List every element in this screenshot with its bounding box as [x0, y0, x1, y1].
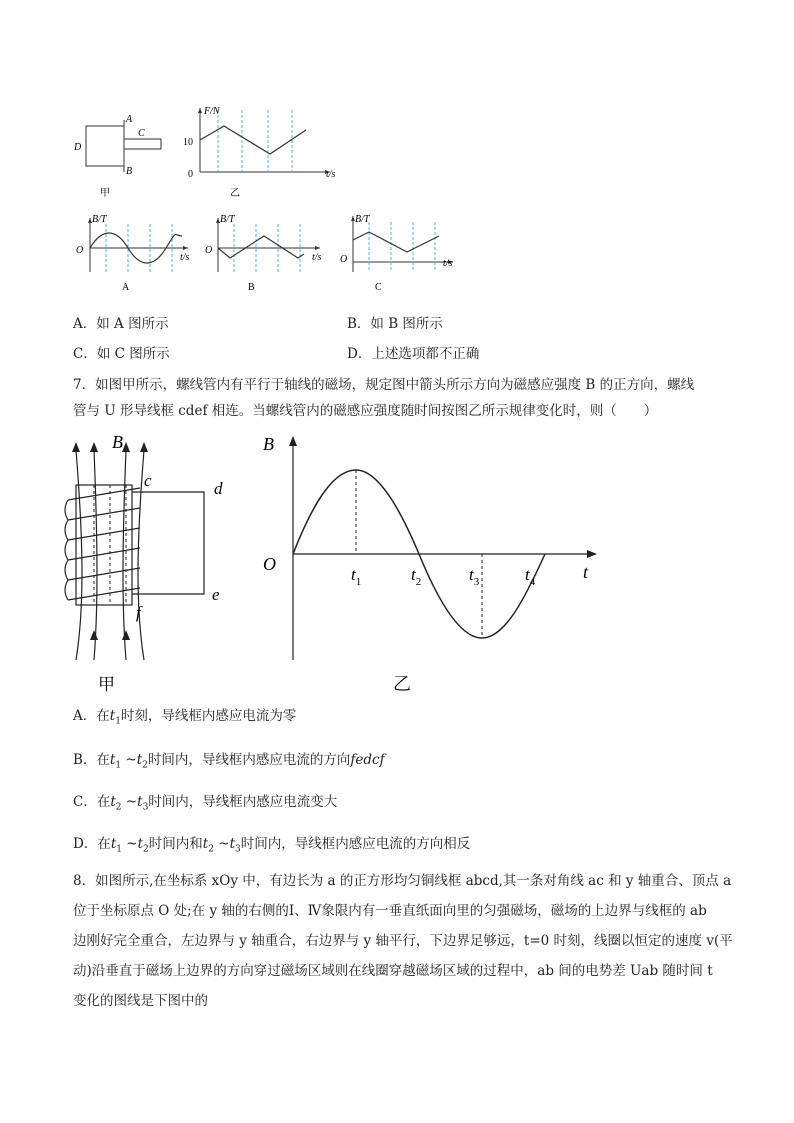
- caption-yi: 乙: [393, 674, 411, 694]
- q7-b-s1: t: [109, 752, 116, 768]
- a-ylabel: B/T: [92, 214, 107, 225]
- q7-d-tilde: ~: [122, 836, 138, 852]
- q7-stem: [73, 370, 733, 426]
- c-caption: C: [375, 282, 382, 293]
- label-B: B: [126, 166, 133, 177]
- y-axis-label: F/N: [204, 106, 220, 117]
- q7-option-c[interactable]: [73, 792, 337, 815]
- origin-label: 0: [188, 169, 193, 180]
- option-graph-b: [200, 212, 335, 294]
- q7-b-dir: fedcf: [350, 752, 385, 768]
- q8-line-1: 8．如图所示,在坐标系 xOy 中，有边长为 a 的正方形均匀铜线框 abcd,其一条对角线 ac 和 y 轴重合、顶点 a: [73, 873, 732, 889]
- q7-d-s3: t: [202, 836, 209, 852]
- q7-b-n1: 1: [115, 760, 122, 771]
- q8-line-4: 动)沿垂直于磁场上边界的方向穿过磁场区域则在线圈穿越磁场区域的过程中，ab 间的电势差 Uab 随时间 t: [73, 963, 713, 979]
- a-caption: A: [122, 282, 130, 293]
- q7-d-n3: 2: [208, 844, 214, 855]
- label-A: A: [126, 114, 133, 125]
- label-f: f: [136, 603, 141, 622]
- q7-b-pre: B．在: [73, 752, 110, 768]
- q7-d-s1: t: [110, 836, 117, 852]
- q7-option-d[interactable]: [73, 834, 470, 857]
- tick-t1: $t_1$: [351, 565, 362, 588]
- q7-line-2: 管与 U 形导线框 cdef 相连。当螺线管内的磁感应强度随时间按图乙所示规律变化时，则（ ）: [73, 403, 658, 419]
- b-ylabel: B/T: [220, 214, 235, 225]
- q7-c-tilde: ~: [121, 794, 138, 810]
- c-xlabel: t/s: [443, 258, 453, 269]
- q6-option-b-text: 如 B 图所示: [370, 316, 443, 332]
- q7-option-b[interactable]: [73, 750, 385, 773]
- q7-c-post: 时间内，导线框内感应电流变大: [148, 794, 338, 810]
- q6-option-d[interactable]: [347, 342, 479, 362]
- q6-option-c-letter: C．: [73, 346, 97, 362]
- q6-option-c[interactable]: [73, 342, 170, 362]
- q7-d-n2: 2: [143, 844, 149, 855]
- q7-d-n1: 1: [116, 844, 122, 855]
- q8-line-5: 变化的图线是下图中的: [73, 993, 208, 1009]
- label-C: C: [138, 128, 145, 139]
- tick-t2: $t_2$: [411, 565, 422, 588]
- q6-option-d-letter: D．: [347, 346, 372, 362]
- q6-option-b-letter: B．: [347, 316, 371, 332]
- q7-b-tilde: ~: [121, 752, 137, 768]
- q7-line-1: 7．如图甲所示，螺线管内有平行于轴线的磁场，规定图中箭头所示方向为磁感应强度 B 的正方向，螺线: [73, 377, 695, 393]
- q7-a-sym: t: [109, 708, 116, 724]
- tick-t3: $t_3$: [469, 565, 480, 588]
- q7-b-post: 时间内，导线框内感应电流的方向: [147, 752, 351, 768]
- q7-c-pre: C．在: [73, 794, 111, 810]
- q6-option-a[interactable]: [73, 312, 169, 332]
- x-axis-label: t/s: [326, 169, 336, 180]
- q7-c-s2: t: [137, 794, 143, 810]
- label-c: c: [144, 471, 152, 490]
- q6-option-a-letter: A．: [73, 316, 97, 332]
- figure-jia-top: [70, 108, 180, 203]
- q7-figure-yi: [255, 428, 615, 698]
- q6-option-a-text: 如 A 图所示: [96, 316, 169, 332]
- option-graph-c: [335, 210, 465, 294]
- q7-d-pre: D．在: [73, 836, 111, 852]
- q7-figure-jia: [64, 430, 244, 700]
- q6-option-b[interactable]: [347, 312, 443, 332]
- label-d: d: [214, 479, 223, 498]
- q7-a-post: 时刻，导线框内感应电流为零: [120, 708, 297, 724]
- option-graph-a: [70, 212, 200, 294]
- y-tick-10: 10: [183, 137, 193, 148]
- b-caption: B: [248, 282, 255, 293]
- a-origin: O: [76, 245, 84, 256]
- q6-option-c-text: 如 C 图所示: [96, 346, 170, 362]
- origin-O: O: [263, 554, 276, 574]
- q8-stem: [73, 866, 733, 1016]
- label-e: e: [212, 585, 220, 604]
- q7-a-pre: A．在: [73, 708, 110, 724]
- c-origin: O: [340, 254, 348, 265]
- q7-d-post: 时间内，导线框内感应电流的方向相反: [240, 836, 471, 852]
- q8-line-3: 边刚好完全重合，左边界与 y 轴重合，右边界与 y 轴平行，下边界足够远，t=0 时刻，线圈以恒定的速度 v(平: [73, 933, 733, 949]
- caption-yi: 乙: [230, 188, 240, 199]
- label-D: D: [74, 142, 82, 153]
- q7-c-s1: t: [110, 794, 116, 810]
- b-origin: O: [205, 245, 213, 256]
- q7-d-tilde2: ~: [213, 836, 230, 852]
- q7-d-s4: t: [229, 836, 235, 852]
- q7-d-n4: 3: [235, 844, 241, 855]
- q7-a-sub: 1: [115, 716, 121, 727]
- tick-t4: $t_4$: [525, 565, 536, 588]
- a-xlabel: t/s: [180, 252, 190, 263]
- q7-c-n1: 2: [115, 802, 122, 813]
- q7-b-s2: t: [136, 752, 143, 768]
- caption-jia: 甲: [98, 675, 115, 694]
- q7-option-a[interactable]: [73, 706, 296, 729]
- label-B: B: [112, 432, 123, 452]
- y-label-B: B: [263, 434, 274, 454]
- c-ylabel: B/T: [355, 214, 370, 225]
- q6-option-d-text: 上述选项都不正确: [371, 346, 480, 362]
- b-xlabel: t/s: [312, 252, 322, 263]
- q7-d-mid: 时间内和: [148, 836, 203, 852]
- q7-d-s2: t: [137, 836, 144, 852]
- figure-yi-top: [180, 100, 350, 200]
- q7-b-n2: 2: [142, 760, 148, 771]
- x-label-t: t: [583, 562, 589, 582]
- q8-line-2: 位于坐标原点 O 处;在 y 轴的右侧的Ⅰ、Ⅳ象限内有一垂直纸面向里的匀强磁场，磁场的上边界与线框的 ab: [73, 903, 707, 919]
- q7-c-n2: 3: [142, 802, 149, 813]
- caption-jia: 甲: [100, 188, 110, 199]
